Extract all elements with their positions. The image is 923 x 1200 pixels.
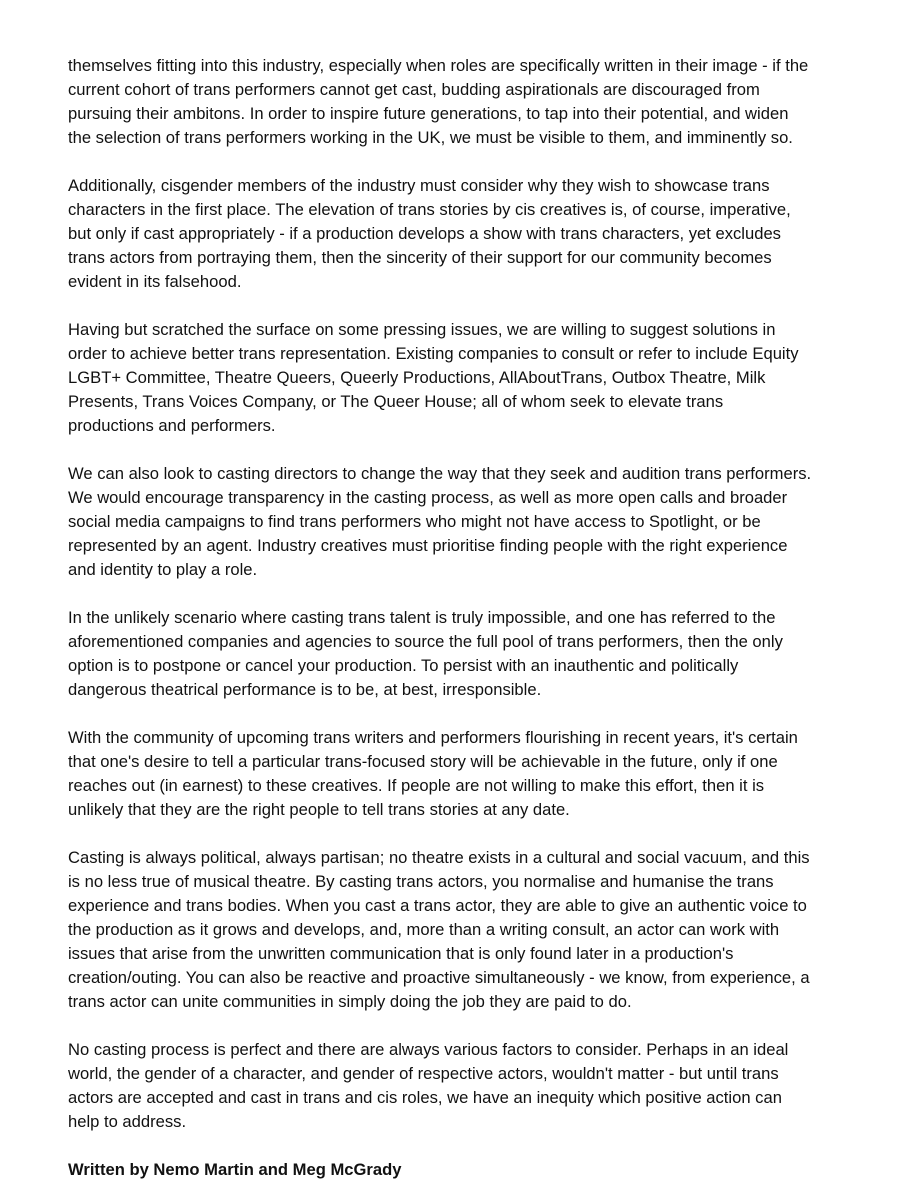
- paragraph-line: themselves fitting into this industry, especially when roles are specifically written in their image - if the: [68, 56, 809, 75]
- paragraph-line: dangerous theatrical performance is to be, at best, irresponsible.: [68, 680, 542, 699]
- paragraph-line: experience and trans bodies. When you cast a trans actor, they are able to give an authentic voice to: [68, 896, 807, 915]
- paragraph: [68, 318, 863, 438]
- paragraph-line: that one's desire to tell a particular trans-focused story will be achievable in the future, only if one: [68, 752, 778, 771]
- paragraph-line: In the unlikely scenario where casting trans talent is truly impossible, and one has referred to the: [68, 608, 776, 627]
- paragraph-line: Casting is always political, always partisan; no theatre exists in a cultural and social vacuum, and this: [68, 848, 810, 867]
- paragraph-line: trans actor can unite communities in simply doing the job they are paid to do.: [68, 992, 632, 1011]
- paragraph-line: option is to postpone or cancel your production. To persist with an inauthentic and politically: [68, 656, 739, 675]
- paragraph: [68, 174, 863, 294]
- paragraph-line: Having but scratched the surface on some pressing issues, we are willing to suggest solutions in: [68, 320, 776, 339]
- paragraph-line: represented by an agent. Industry creatives must prioritise finding people with the right experience: [68, 536, 788, 555]
- paragraph-line: evident in its falsehood.: [68, 272, 242, 291]
- paragraph-line: and identity to play a role.: [68, 560, 258, 579]
- paragraph-line: order to achieve better trans representation. Existing companies to consult or refer to include Equity: [68, 344, 799, 363]
- paragraph: [68, 726, 863, 822]
- paragraph-line: unlikely that they are the right people to tell trans stories at any date.: [68, 800, 570, 819]
- paragraph: [68, 846, 863, 1014]
- paragraph: [68, 606, 863, 702]
- paragraph-line: issues that arise from the unwritten communication that is only found later in a production's: [68, 944, 734, 963]
- paragraph: [68, 462, 863, 582]
- paragraph-line: With the community of upcoming trans writers and performers flourishing in recent years, it's certain: [68, 728, 798, 747]
- paragraph: [68, 1038, 863, 1134]
- paragraph-line: characters in the first place. The elevation of trans stories by cis creatives is, of course, imperative,: [68, 200, 791, 219]
- paragraph-line: aforementioned companies and agencies to source the full pool of trans performers, then the only: [68, 632, 783, 651]
- paragraph-line: world, the gender of a character, and gender of respective actors, wouldn't matter - but until trans: [68, 1064, 779, 1083]
- paragraph-line: productions and performers.: [68, 416, 276, 435]
- paragraph-line: help to address.: [68, 1112, 187, 1131]
- paragraph-line: social media campaigns to find trans performers who might not have access to Spotlight, or be: [68, 512, 761, 531]
- paragraph-line: LGBT+ Committee, Theatre Queers, Queerly Productions, AllAboutTrans, Outbox Theatre, Milk: [68, 368, 766, 387]
- paragraph-line: actors are accepted and cast in trans and cis roles, we have an inequity which positive action can: [68, 1088, 782, 1107]
- paragraph-line: reaches out (in earnest) to these creatives. If people are not willing to make this effort, then it is: [68, 776, 765, 795]
- paragraph-line: is no less true of musical theatre. By casting trans actors, you normalise and humanise the trans: [68, 872, 774, 891]
- author-byline: Written by Nemo Martin and Meg McGrady: [68, 1160, 402, 1179]
- paragraph-line: the selection of trans performers working in the UK, we must be visible to them, and imminently so.: [68, 128, 793, 147]
- paragraph-line: Additionally, cisgender members of the industry must consider why they wish to showcase trans: [68, 176, 770, 195]
- paragraph-line: current cohort of trans performers cannot get cast, budding aspirationals are discouraged from: [68, 80, 760, 99]
- paragraph-line: We would encourage transparency in the casting process, as well as more open calls and broader: [68, 488, 788, 507]
- paragraph-line: trans actors from portraying them, then the sincerity of their support for our community becomes: [68, 248, 772, 267]
- paragraph-line: creation/outing. You can also be reactive and proactive simultaneously - we know, from experience, a: [68, 968, 810, 987]
- paragraph: [68, 54, 863, 150]
- paragraph-line: but only if cast appropriately - if a production develops a show with trans characters, yet excludes: [68, 224, 781, 243]
- article-body: [68, 54, 863, 1134]
- paragraph-line: We can also look to casting directors to change the way that they seek and audition trans performers.: [68, 464, 812, 483]
- paragraph-line: No casting process is perfect and there are always various factors to consider. Perhaps in an ideal: [68, 1040, 789, 1059]
- paragraph-line: the production as it grows and develops, and, more than a writing consult, an actor can work with: [68, 920, 780, 939]
- paragraph-line: Presents, Trans Voices Company, or The Queer House; all of whom seek to elevate trans: [68, 392, 724, 411]
- paragraph-line: pursuing their ambitons. In order to inspire future generations, to tap into their potential, and widen: [68, 104, 789, 123]
